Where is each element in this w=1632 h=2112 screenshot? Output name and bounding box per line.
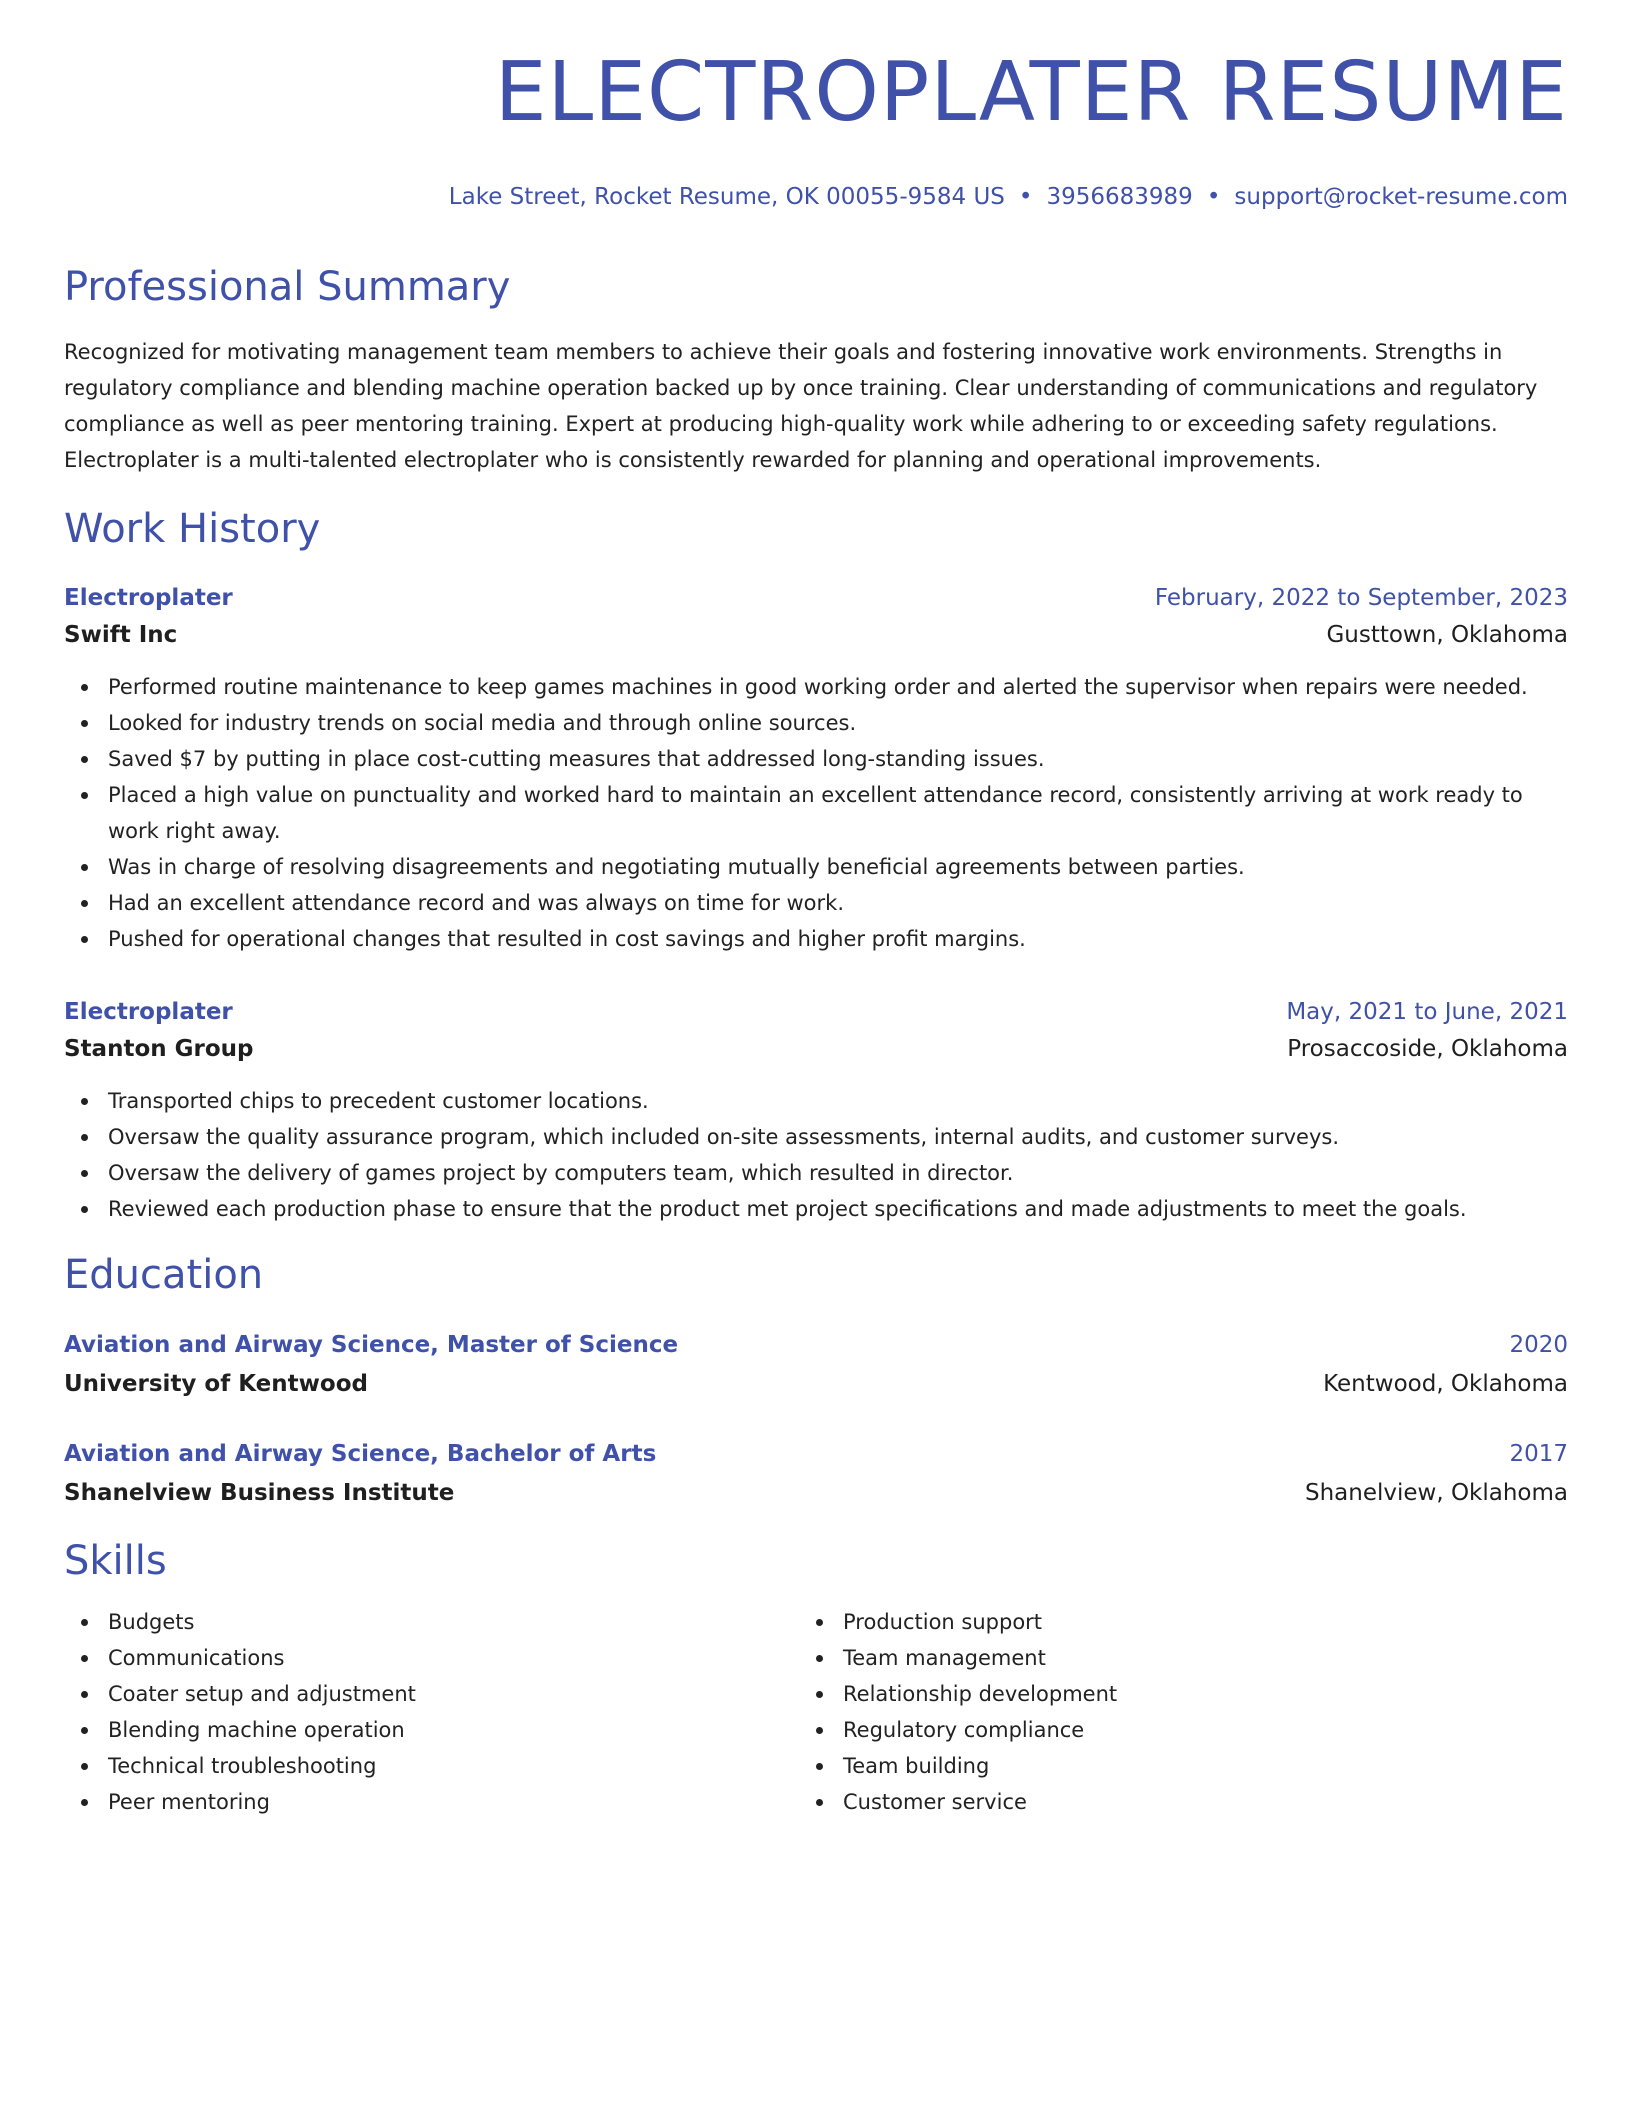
skill-item: Coater setup and adjustment (64, 1676, 764, 1712)
contact-line (449, 183, 1568, 211)
resume-title: ELECTROPLATER RESUME (494, 45, 1568, 140)
skill-item: Budgets (64, 1604, 764, 1640)
job-company-row (64, 620, 1568, 650)
job-company-row (64, 1034, 1568, 1064)
education-header (64, 1439, 1568, 1469)
education-degree: Aviation and Airway Science, Master of Science (64, 1332, 679, 1358)
job-dates: February, 2022 to September, 2023 (1154, 585, 1568, 611)
skill-item: Peer mentoring (64, 1784, 764, 1820)
job-title: Electroplater (64, 585, 233, 611)
skills-list-right (799, 1604, 1499, 1820)
skill-item: Customer service (799, 1784, 1499, 1820)
list-item: Oversaw the quality assurance program, which included on-site assessments, internal audits, and customer surveys. (64, 1119, 1568, 1155)
list-item: Placed a high value on punctuality and worked hard to maintain an excellent attendance record, consistently arriving at work ready to work right away. (64, 777, 1568, 849)
list-item: Pushed for operational changes that resulted in cost savings and higher profit margins. (64, 921, 1568, 957)
skill-item: Technical troubleshooting (64, 1748, 764, 1784)
job-title: Electroplater (64, 999, 233, 1025)
job-bullets (64, 669, 1568, 957)
contact-email: support@rocket-resume.com (1234, 184, 1568, 210)
job-dates: May, 2021 to June, 2021 (1286, 999, 1568, 1025)
skills-list-left (64, 1604, 764, 1820)
education-school-row (64, 1369, 1568, 1399)
education-school: Shanelview Business Institute (64, 1480, 455, 1506)
job-company: Stanton Group (64, 1036, 254, 1062)
education-school: University of Kentwood (64, 1371, 368, 1397)
list-item: Transported chips to precedent customer locations. (64, 1083, 1568, 1119)
skill-item: Relationship development (799, 1676, 1499, 1712)
skill-item: Production support (799, 1604, 1499, 1640)
contact-separator: • (1206, 184, 1221, 210)
job-bullets (64, 1083, 1568, 1227)
skills-heading: Skills (64, 1538, 167, 1584)
list-item: Had an excellent attendance record and was always on time for work. (64, 885, 1568, 921)
job-header (64, 583, 1568, 613)
education-header (64, 1330, 1568, 1360)
job-company: Swift Inc (64, 622, 178, 648)
skill-item: Blending machine operation (64, 1712, 764, 1748)
contact-phone: 3956683989 (1046, 184, 1193, 210)
list-item: Looked for industry trends on social media and through online sources. (64, 705, 1568, 741)
list-item: Oversaw the delivery of games project by computers team, which resulted in director. (64, 1155, 1568, 1191)
job-header (64, 997, 1568, 1027)
summary-heading: Professional Summary (64, 264, 511, 310)
job-location: Prosaccoside, Oklahoma (1287, 1036, 1568, 1062)
skill-item: Team management (799, 1640, 1499, 1676)
list-item: Saved $7 by putting in place cost-cutting measures that addressed long-standing issues. (64, 741, 1568, 777)
education-year: 2020 (1509, 1332, 1568, 1358)
education-location: Shanelview, Oklahoma (1304, 1480, 1568, 1506)
education-heading: Education (64, 1252, 264, 1298)
contact-address: Lake Street, Rocket Resume, OK 00055-9584 US (448, 184, 1005, 210)
education-school-row (64, 1478, 1568, 1508)
summary-text: Recognized for motivating management team members to achieve their goals and fostering innovative work environments. Strengths in regulatory compliance and blending machine operation backed up by once training. Clear understanding of communications and regulatory compliance as well as peer mentoring training. Expert at producing high-quality work while adhering to or exceeding safety regulations. Electroplater is a multi-talented electroplater who is consistently rewarded for planning and operational improvements. (64, 340, 1538, 472)
skill-item: Regulatory compliance (799, 1712, 1499, 1748)
job-location: Gusttown, Oklahoma (1326, 622, 1568, 648)
education-degree: Aviation and Airway Science, Bachelor of Arts (64, 1441, 657, 1467)
work-history-heading: Work History (64, 506, 321, 552)
list-item: Performed routine maintenance to keep games machines in good working order and alerted the supervisor when repairs were needed. (64, 669, 1568, 705)
contact-separator: • (1018, 184, 1033, 210)
skill-item: Team building (799, 1748, 1499, 1784)
education-year: 2017 (1509, 1441, 1568, 1467)
education-location: Kentwood, Oklahoma (1323, 1371, 1568, 1397)
list-item: Reviewed each production phase to ensure that the product met project specifications and made adjustments to meet the goals. (64, 1191, 1568, 1227)
skill-item: Communications (64, 1640, 764, 1676)
list-item: Was in charge of resolving disagreements and negotiating mutually beneficial agreements between parties. (64, 849, 1568, 885)
